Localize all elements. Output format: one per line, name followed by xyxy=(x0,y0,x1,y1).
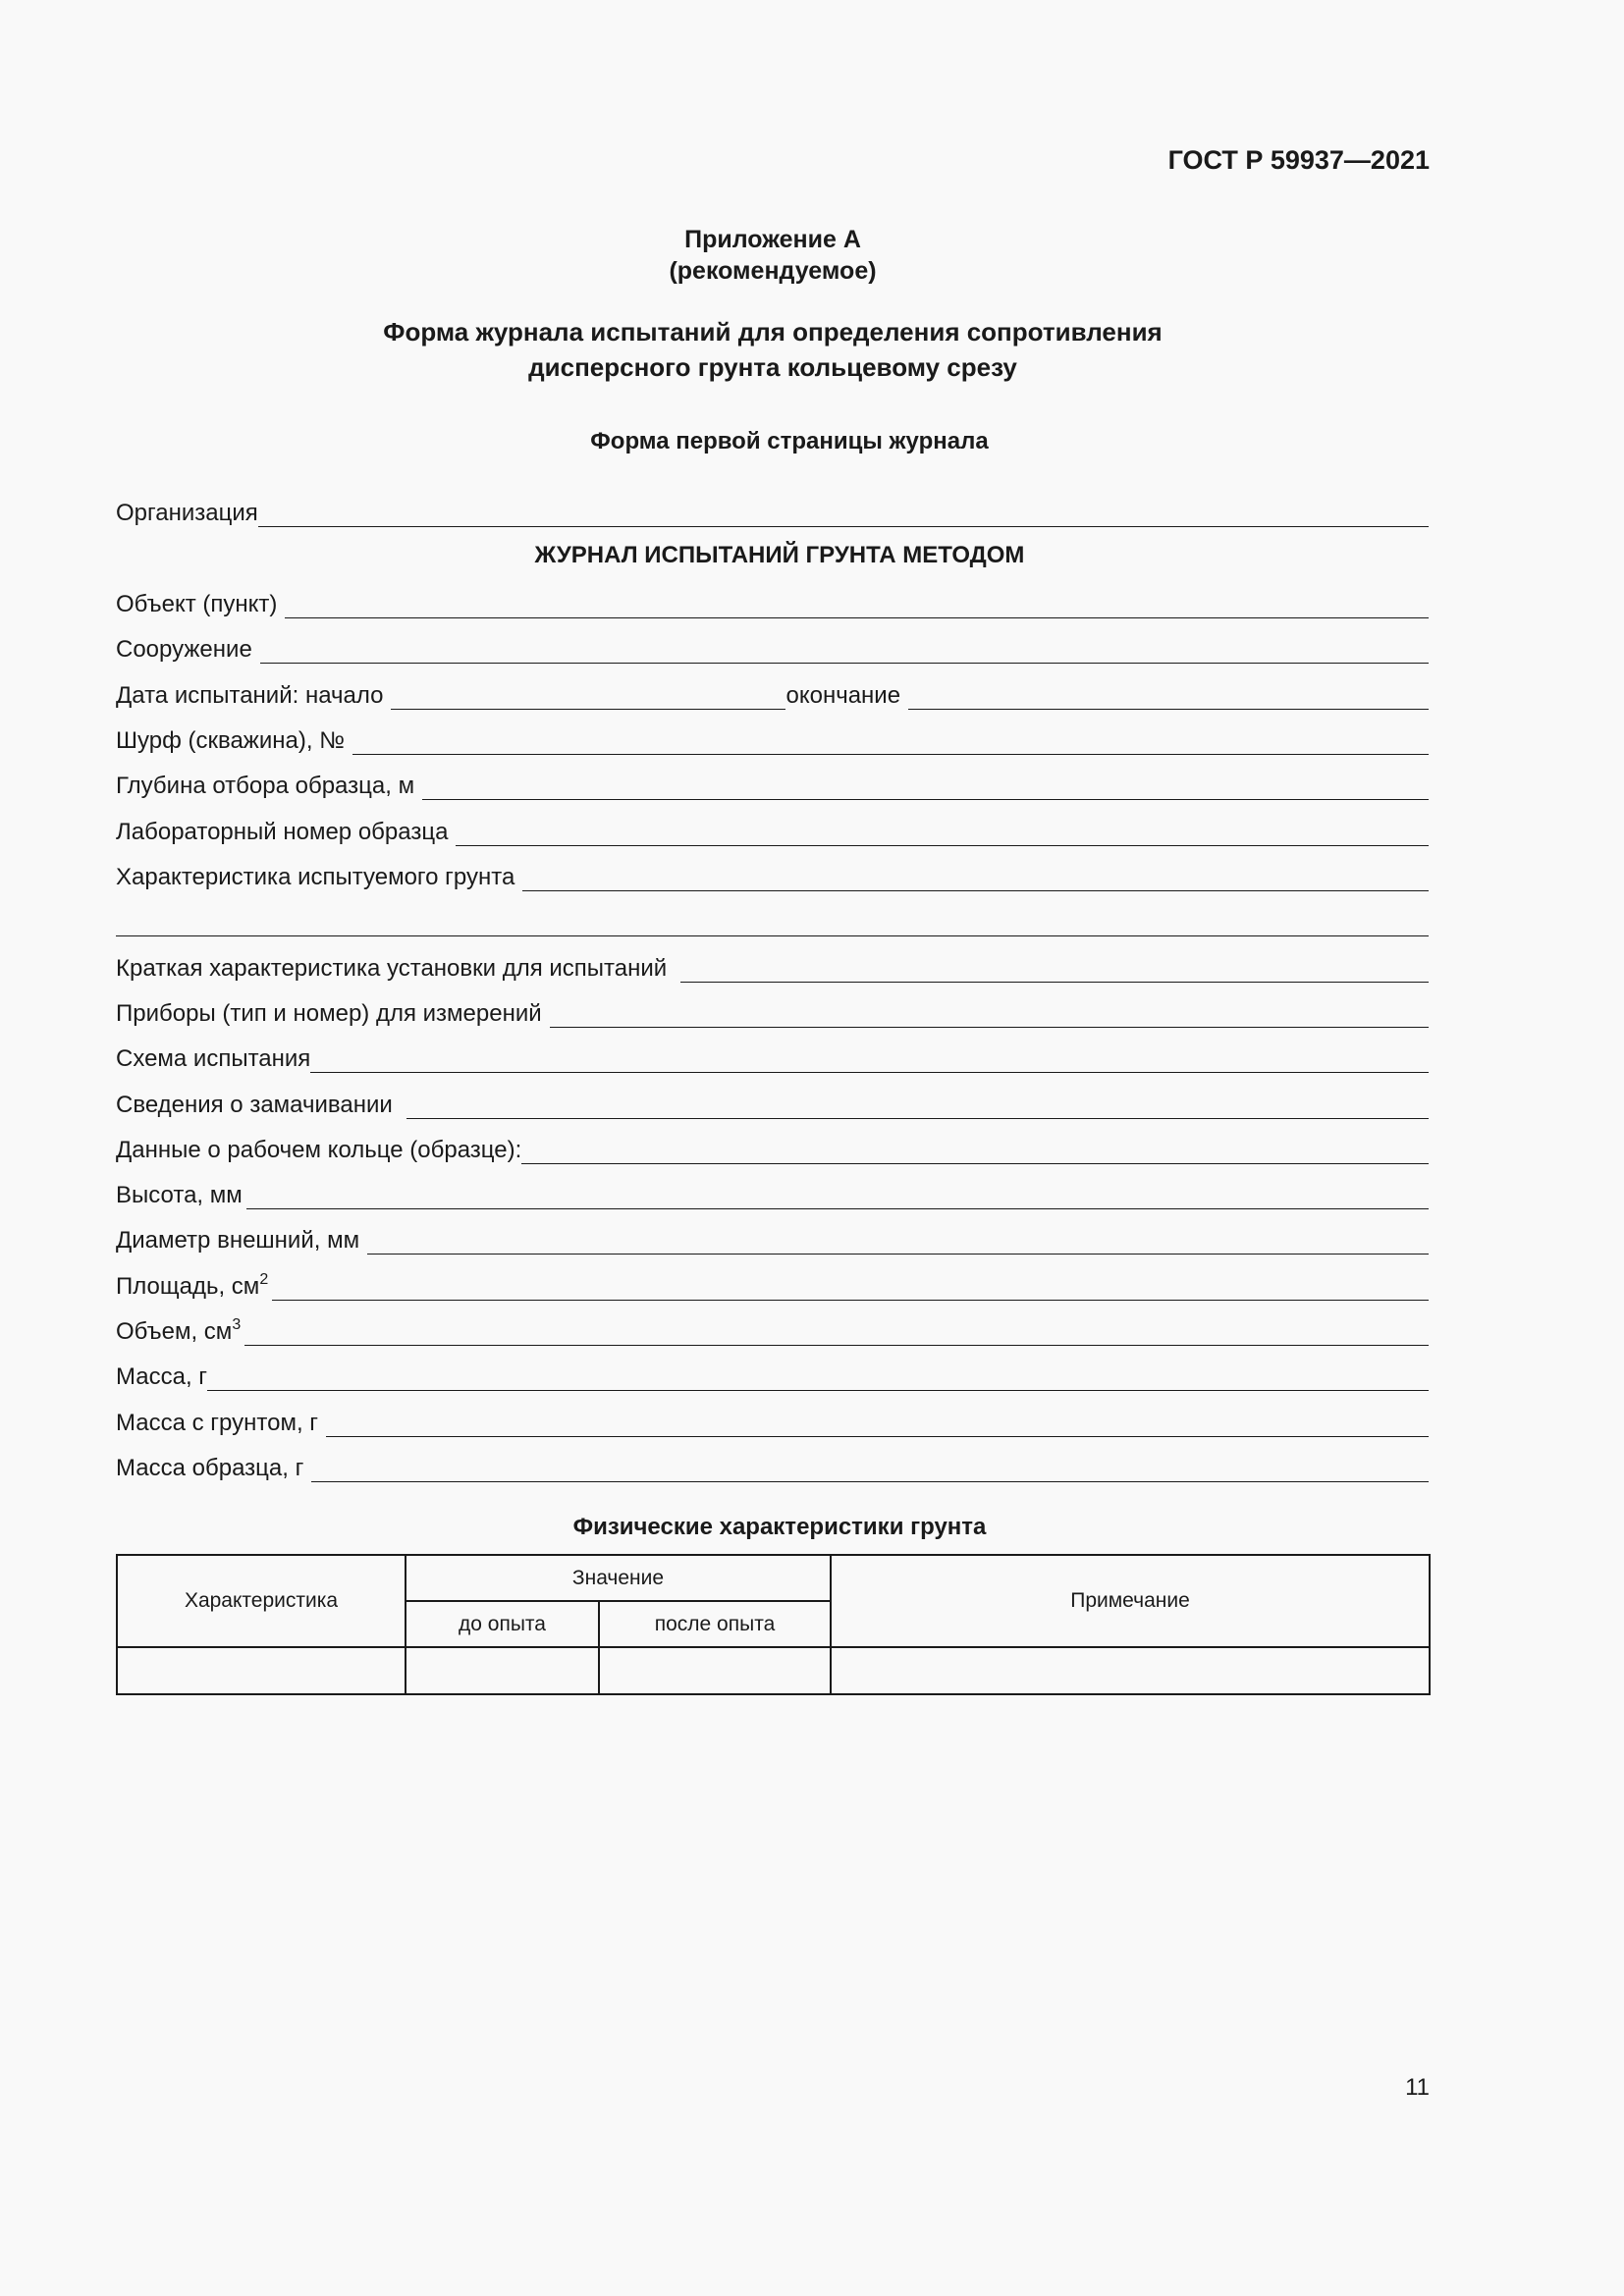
test-date-field xyxy=(116,678,1429,712)
form-title-line2: дисперсного грунта кольцевому срезу xyxy=(528,352,1017,382)
journal-title: ЖУРНАЛ ИСПЫТАНИЙ ГРУНТА МЕТОДОМ xyxy=(534,542,1025,568)
scheme-field xyxy=(116,1041,1429,1075)
form-title-line1: Форма журнала испытаний для определения сопротивления xyxy=(383,317,1163,347)
cell-after[interactable] xyxy=(599,1647,831,1694)
standard-number: ГОСТ Р 59937—2021 xyxy=(1167,145,1430,175)
wetting-field xyxy=(116,1088,1429,1121)
appendix-status: (рекомендуемое) xyxy=(669,257,877,285)
soil-char-line[interactable] xyxy=(522,889,1429,891)
header-characteristic: Характеристика xyxy=(117,1555,406,1647)
volume-field xyxy=(116,1314,1429,1348)
mass-label: Масса, г xyxy=(116,1363,208,1390)
volume-label: Объем, $см^3$ xyxy=(116,1316,242,1345)
area-field xyxy=(116,1269,1429,1303)
header-value: Значение xyxy=(406,1555,831,1601)
scheme-label: Схема испытания xyxy=(116,1045,311,1072)
cell-characteristic[interactable] xyxy=(117,1647,406,1694)
lab-number-field xyxy=(116,815,1429,848)
mass-sample-label: Масса образца, г xyxy=(116,1455,304,1481)
ring-data-label: Данные о рабочем кольце (образце): xyxy=(116,1137,522,1163)
lab-number-line[interactable] xyxy=(456,844,1429,846)
object-label: Объект (пункт) xyxy=(116,591,278,617)
soil-char-field xyxy=(116,860,1429,893)
form-subtitle: Форма первой страницы журнала xyxy=(590,428,989,454)
wetting-line[interactable] xyxy=(406,1117,1429,1119)
area-line[interactable] xyxy=(272,1299,1429,1301)
installation-label: Краткая характеристика установки для испытаний xyxy=(116,955,668,982)
mass-soil-label: Масса с грунтом, г xyxy=(116,1410,319,1436)
table-row xyxy=(117,1647,1430,1694)
pit-line[interactable] xyxy=(352,753,1429,755)
devices-field xyxy=(116,996,1429,1030)
cell-before[interactable] xyxy=(406,1647,599,1694)
mass-soil-line[interactable] xyxy=(326,1435,1429,1437)
height-label: Высота, мм xyxy=(116,1182,243,1208)
appendix-heading xyxy=(116,224,1430,287)
object-field xyxy=(116,587,1429,620)
devices-label: Приборы (тип и номер) для измерений xyxy=(116,1000,542,1027)
diameter-label: Диаметр внешний, мм xyxy=(116,1227,360,1254)
structure-label: Сооружение xyxy=(116,636,252,663)
diameter-field xyxy=(116,1223,1429,1256)
date-start-line[interactable] xyxy=(391,708,785,710)
ring-data-field xyxy=(116,1133,1429,1166)
object-line[interactable] xyxy=(285,616,1429,618)
area-superscript: 2 xyxy=(259,1271,269,1288)
header-after: после опыта xyxy=(599,1601,831,1647)
organization-label: Организация xyxy=(116,500,258,526)
appendix-title: Приложение А xyxy=(684,226,861,253)
header-note: Примечание xyxy=(831,1555,1430,1647)
header-before: до опыта xyxy=(406,1601,599,1647)
height-line[interactable] xyxy=(246,1207,1429,1209)
ring-data-line[interactable] xyxy=(521,1162,1429,1164)
date-end-line[interactable] xyxy=(908,708,1429,710)
installation-line[interactable] xyxy=(680,981,1429,983)
date-end-label: окончание xyxy=(785,682,901,709)
soil-char-extra-field xyxy=(116,905,1429,938)
cell-note[interactable] xyxy=(831,1647,1430,1694)
wetting-label: Сведения о замачивании xyxy=(116,1092,393,1118)
area-label: Площадь, $см^2$ xyxy=(116,1271,269,1300)
mass-sample-field xyxy=(116,1451,1429,1484)
depth-label: Глубина отбора образца, м xyxy=(116,773,415,799)
installation-field xyxy=(116,951,1429,985)
organization-line[interactable] xyxy=(258,525,1429,527)
volume-line[interactable] xyxy=(244,1344,1429,1346)
diameter-line[interactable] xyxy=(367,1253,1429,1255)
table-caption: Физические характеристики грунта xyxy=(572,1514,987,1540)
mass-line[interactable] xyxy=(207,1389,1429,1391)
volume-superscript: 3 xyxy=(232,1316,242,1333)
physical-characteristics-table xyxy=(116,1554,1431,1695)
depth-field xyxy=(116,769,1429,802)
mass-soil-field xyxy=(116,1406,1429,1439)
organization-field xyxy=(116,496,1429,529)
devices-line[interactable] xyxy=(550,1026,1429,1028)
pit-label: Шурф (скважина), № xyxy=(116,727,345,754)
soil-char-extra-line[interactable] xyxy=(116,934,1429,936)
height-field xyxy=(116,1178,1429,1211)
soil-char-label: Характеристика испытуемого грунта xyxy=(116,864,515,890)
scheme-line[interactable] xyxy=(310,1071,1429,1073)
mass-field xyxy=(116,1360,1429,1393)
form-title xyxy=(116,314,1430,385)
structure-line[interactable] xyxy=(260,662,1429,664)
pit-field xyxy=(116,723,1429,757)
structure-field xyxy=(116,632,1429,666)
lab-number-label: Лабораторный номер образца xyxy=(116,819,449,845)
mass-sample-line[interactable] xyxy=(311,1480,1429,1482)
page-number: 11 xyxy=(1405,2074,1430,2101)
depth-line[interactable] xyxy=(422,798,1429,800)
date-start-label: Дата испытаний: начало xyxy=(116,682,384,709)
